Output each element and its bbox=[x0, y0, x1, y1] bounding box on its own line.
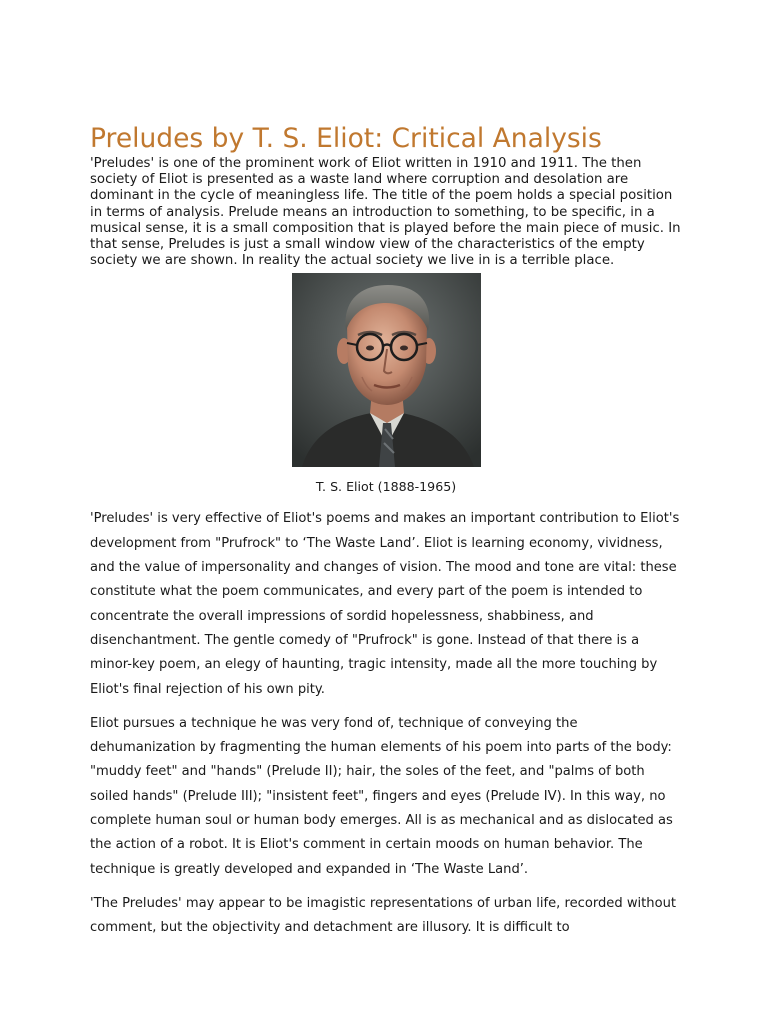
document-page bbox=[90, 122, 682, 940]
portrait-photo bbox=[292, 273, 481, 467]
body-paragraph: 'The Preludes' may appear to be imagistic representations of urban life, recorded without comment, but the objectivity and detachment are illusory. It is difficult to bbox=[90, 895, 677, 936]
intro-paragraph: 'Preludes' is one of the prominent work of Eliot written in 1910 and 1911. The then society of Eliot is presented as a waste land where corruption and desolation are dominant in the cycle of meaningless life. The title of the poem holds a special position in terms of analysis. Prelude means an introduction to something, to be specific, in a musical sense, it is a small composition that is played before the main piece of music. In that sense, Preludes is just a small window view of the characteristics of the empty society we are shown. In reality the actual society we live in is a terrible place. bbox=[90, 156, 681, 269]
body-paragraph: Eliot pursues a technique he was very fond of, technique of conveying the dehumanization by fragmenting the human elements of his poem into parts of the body: "muddy feet" and "hands" (Prelude II); hair, the soles of the feet, and "palms of both soiled hands" (Prelude III); "insistent feet", fingers and eyes (Prelude IV). In this way, no complete human soul or human body emerges. All is as mechanical and as dislocated as the action of a robot. It is Eliot's comment in certain moods on human behavior. The technique is greatly developed and expanded in ‘The Waste Land’. bbox=[90, 715, 673, 877]
portrait-caption: T. S. Eliot (1888-1965) bbox=[315, 479, 457, 495]
portrait-figure bbox=[90, 273, 682, 495]
body-paragraph: 'Preludes' is very effective of Eliot's poems and makes an important contribution to Eliot's development from "Prufrock" to ‘The Waste Land’. Eliot is learning economy, vividness, and the value of impersonality and changes of vision. The mood and tone are vital: these constitute what the poem communicates, and every part of the poem is intended to concentrate the overall impressions of sordid hopelessness, shabbiness, and disenchantment. The gentle comedy of "Prufrock" is gone. Instead of that there is a minor-key poem, an elegy of haunting, tragic intensity, made all the more touching by Eliot's final rejection of his own pity. bbox=[90, 511, 680, 697]
page-title: Preludes by T. S. Eliot: Critical Analysis bbox=[90, 123, 602, 154]
